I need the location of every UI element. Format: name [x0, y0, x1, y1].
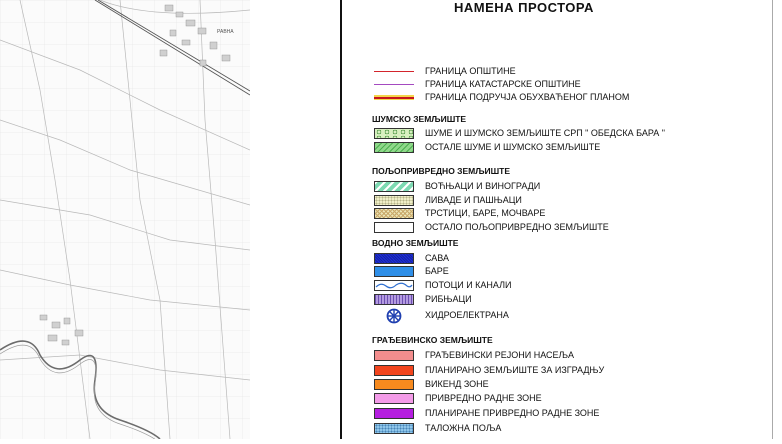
legend-row [374, 251, 449, 265]
boundary-plan-line-symbol [374, 92, 414, 103]
legend-label: РИБЊАЦИ [425, 294, 472, 304]
legend-label: ОСТАЛЕ ШУМЕ И ШУМСКО ЗЕМЉИШТЕ [425, 142, 601, 152]
legend-row [374, 406, 599, 420]
legend-label: БАРЕ [425, 266, 449, 276]
legend-row-boundary-municipality [374, 64, 516, 78]
legend-row-boundary-plan [374, 90, 629, 104]
legend-row [374, 278, 511, 292]
legend-title: НАМЕНА ПРОСТОРА [454, 0, 594, 15]
legend-row [374, 179, 540, 193]
orchards-swatch [374, 181, 414, 192]
section-heading-construction: ГРАЂЕВИНСКО ЗЕМЉИШТЕ [372, 335, 493, 345]
other-agricultural-swatch [374, 222, 414, 233]
legend-label: ПОТОЦИ И КАНАЛИ [425, 280, 512, 290]
section-heading-forest: ШУМСКО ЗЕМЉИШТЕ [372, 114, 467, 124]
hydro-symbol-cell [374, 308, 414, 322]
legend-label: ТРСТИЦИ, БАРЕ, МОЧВАРЕ [425, 208, 546, 218]
legend-row [374, 348, 574, 362]
legend-label: ВОЋЊАЦИ И ВИНОГРАДИ [425, 181, 541, 191]
legend-row [374, 220, 609, 234]
forest-srp-swatch [374, 128, 414, 139]
legend-label: ЛИВАДЕ И ПАШЊАЦИ [425, 195, 522, 205]
legend-row [374, 126, 665, 140]
industrial-zones-swatch [374, 393, 414, 404]
legend-label: ХИДРОЕЛЕКТРАНА [425, 310, 509, 320]
legend-row [374, 377, 489, 391]
legend-label: ПРИВРЕДНО РАДНЕ ЗОНЕ [425, 393, 542, 403]
legend-label: ШУМЕ И ШУМСКО ЗЕМЉИШТЕ СРП " ОБЕДСКА БАРА " [425, 128, 665, 138]
legend-row [374, 264, 449, 278]
forest-other-swatch [374, 142, 414, 153]
legend-label: ОСТАЛО ПОЉОПРИВРЕДНО ЗЕМЉИШТЕ [425, 222, 609, 232]
legend-label: ГРАНИЦА ПОДРУЧЈА ОБУХВАЋЕНОГ ПЛАНОМ [425, 92, 630, 102]
legend-row [374, 140, 600, 154]
page-edge-line [772, 0, 773, 439]
boundary-municipality-line-symbol [374, 66, 414, 77]
legend-row [374, 363, 604, 377]
legend-row [374, 391, 542, 405]
legend-label: САВА [425, 253, 450, 263]
section-heading-water: ВОДНО ЗЕМЉИШТЕ [372, 238, 459, 248]
legend-row-boundary-cadastral [374, 77, 581, 91]
reeds-marsh-swatch [374, 208, 414, 219]
legend-row [374, 193, 522, 207]
legend-panel [340, 0, 774, 439]
meadows-swatch [374, 195, 414, 206]
map-drawing [0, 0, 250, 439]
fish-ponds-swatch [374, 294, 414, 305]
section-heading-agricultural: ПОЉОПРИВРЕДНО ЗЕМЉИШТЕ [372, 166, 511, 176]
ponds-swatch [374, 266, 414, 277]
legend-row [374, 421, 501, 435]
legend-label: ГРАНИЦА КАТАСТАРСКЕ ОПШТИНЕ [425, 79, 581, 89]
hydropower-wheel-icon [386, 308, 402, 324]
streams-canals-swatch [374, 280, 414, 291]
legend-label: ГРАЂЕВИНСКИ РЕЈОНИ НАСЕЉА [425, 350, 575, 360]
legend-row [374, 308, 509, 322]
legend-label: ТАЛОЖНА ПОЉА [425, 423, 502, 433]
legend-row [374, 292, 472, 306]
legend-label: ПЛАНИРАНЕ ПРИВРЕДНО РАДНЕ ЗОНЕ [425, 408, 600, 418]
sediment-fields-swatch [374, 423, 414, 434]
wave-icon [375, 281, 413, 290]
planned-industrial-zones-swatch [374, 408, 414, 419]
whitespace [250, 0, 340, 439]
settlement-zones-swatch [374, 350, 414, 361]
planned-construction-swatch [374, 365, 414, 376]
legend-label: ПЛАНИРАНО ЗЕМЉИШТЕ ЗА ИЗГРАДЊУ [425, 365, 605, 375]
sava-river-swatch [374, 253, 414, 264]
legend-label: ГРАНИЦА ОПШТИНЕ [425, 66, 516, 76]
weekend-zones-swatch [374, 379, 414, 390]
legend-label: ВИКЕНД ЗОНЕ [425, 379, 489, 389]
map-place-label: РАВНА [217, 29, 234, 35]
boundary-cadastral-line-symbol [374, 79, 414, 90]
legend-row [374, 206, 545, 220]
map-fragment[interactable] [0, 0, 250, 439]
